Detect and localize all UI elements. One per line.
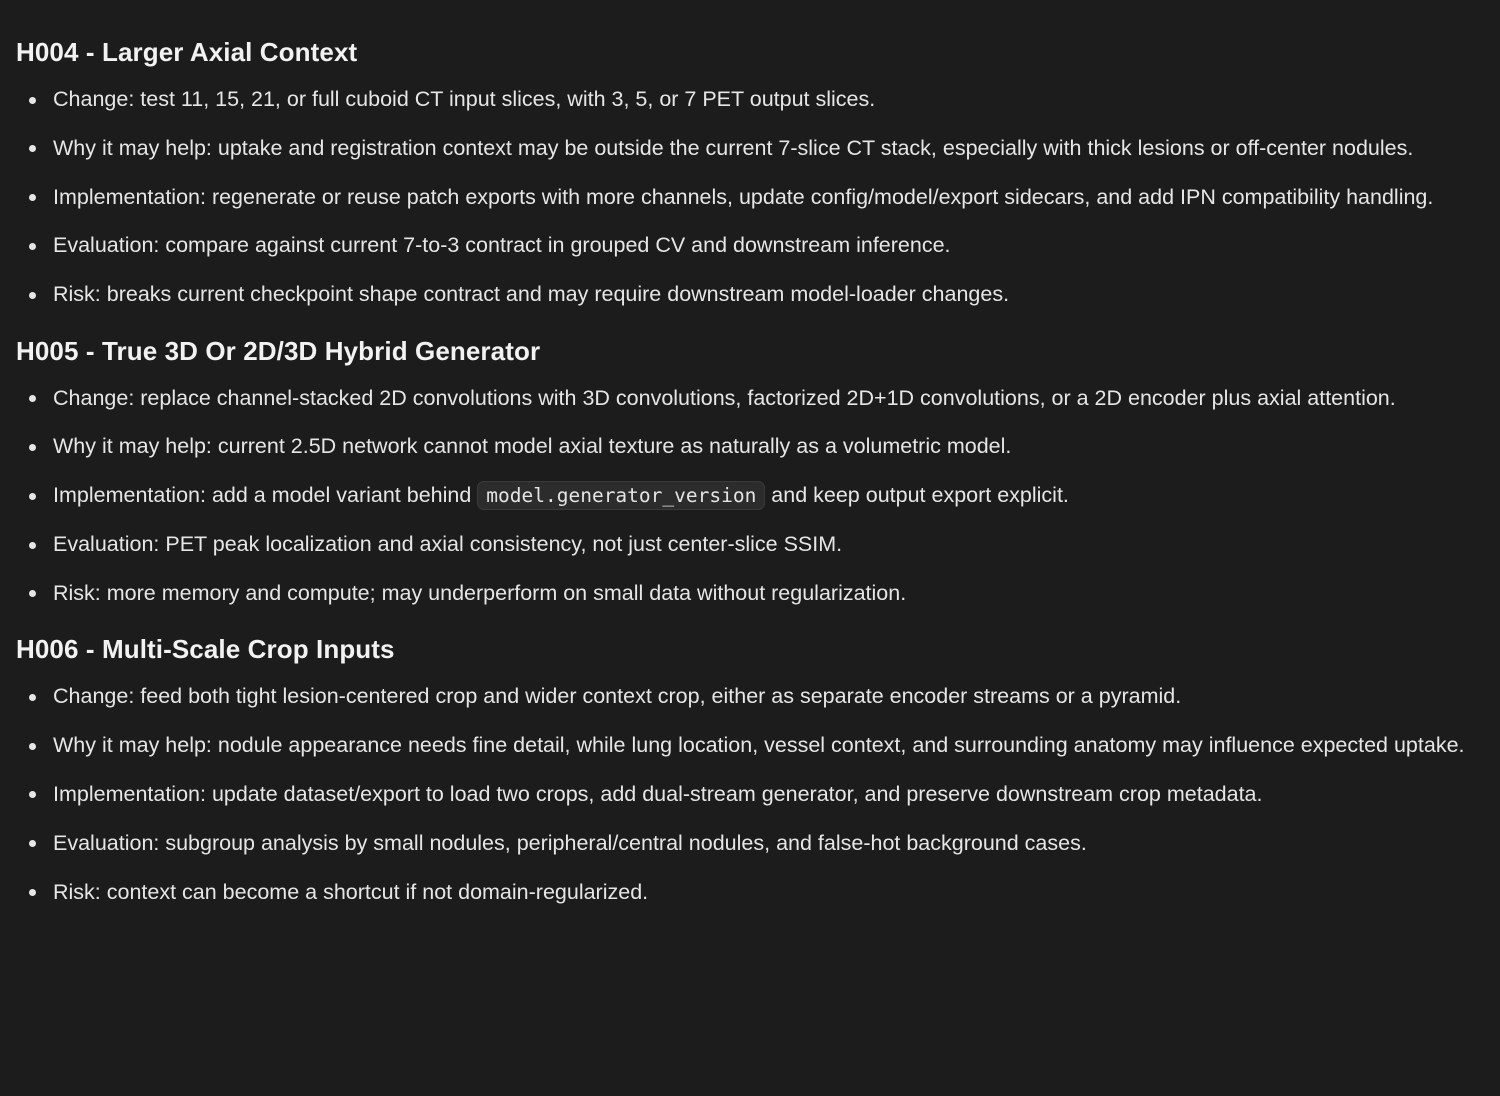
section-heading: H006 - Multi-Scale Crop Inputs <box>16 634 395 665</box>
list-item: Implementation: update dataset/export to load two crops, add dual-stream generator, and preserve downstream crop metadata. <box>16 777 1490 813</box>
list-item: Change: test 11, 15, 21, or full cuboid CT input slices, with 3, 5, or 7 PET output slices. <box>16 82 1490 118</box>
list-item: Why it may help: current 2.5D network cannot model axial texture as naturally as a volumetric model. <box>16 429 1490 465</box>
list-item: Risk: more memory and compute; may underperform on small data without regularization. <box>16 576 1490 612</box>
list-item: Change: replace channel-stacked 2D convolutions with 3D convolutions, factorized 2D+1D convolutions, or a 2D encoder plus axial attention. <box>16 381 1490 417</box>
inline-code: model.generator_version <box>477 481 765 510</box>
section-h005 <box>16 333 1490 612</box>
section-heading: H004 - Larger Axial Context <box>16 37 358 67</box>
list-item: Evaluation: PET peak localization and axial consistency, not just center-slice SSIM. <box>16 527 1490 563</box>
list-item <box>16 478 1490 514</box>
list-item: Why it may help: uptake and registration context may be outside the current 7-slice CT stack, especially with thick lesions or off-center nodules. <box>16 131 1490 167</box>
list-item-text: Implementation: add a model variant behind <box>53 483 478 508</box>
list-item: Risk: breaks current checkpoint shape contract and may require downstream model-loader changes. <box>16 277 1490 313</box>
list-item-text: and keep output export explicit. <box>765 483 1069 508</box>
bullet-list <box>16 381 1490 612</box>
bullet-list <box>16 82 1490 313</box>
list-item: Change: feed both tight lesion-centered crop and wider context crop, either as separate encoder streams or a pyramid. <box>16 679 1490 715</box>
list-item: Why it may help: nodule appearance needs fine detail, while lung location, vessel context, and surrounding anatomy may influence expected uptake. <box>16 728 1490 764</box>
list-item: Evaluation: compare against current 7-to-3 contract in grouped CV and downstream inference. <box>16 228 1490 264</box>
section-heading: H005 - True 3D Or 2D/3D Hybrid Generator <box>16 335 541 366</box>
section-h006 <box>16 631 1490 910</box>
list-item: Implementation: regenerate or reuse patch exports with more channels, update config/model/export sidecars, and add IPN compatibility handling. <box>16 180 1490 216</box>
list-item: Evaluation: subgroup analysis by small nodules, peripheral/central nodules, and false-hot background cases. <box>16 826 1490 862</box>
bullet-list <box>16 679 1490 910</box>
section-h004 <box>16 34 1490 313</box>
list-item: Risk: context can become a shortcut if not domain-regularized. <box>16 875 1490 911</box>
